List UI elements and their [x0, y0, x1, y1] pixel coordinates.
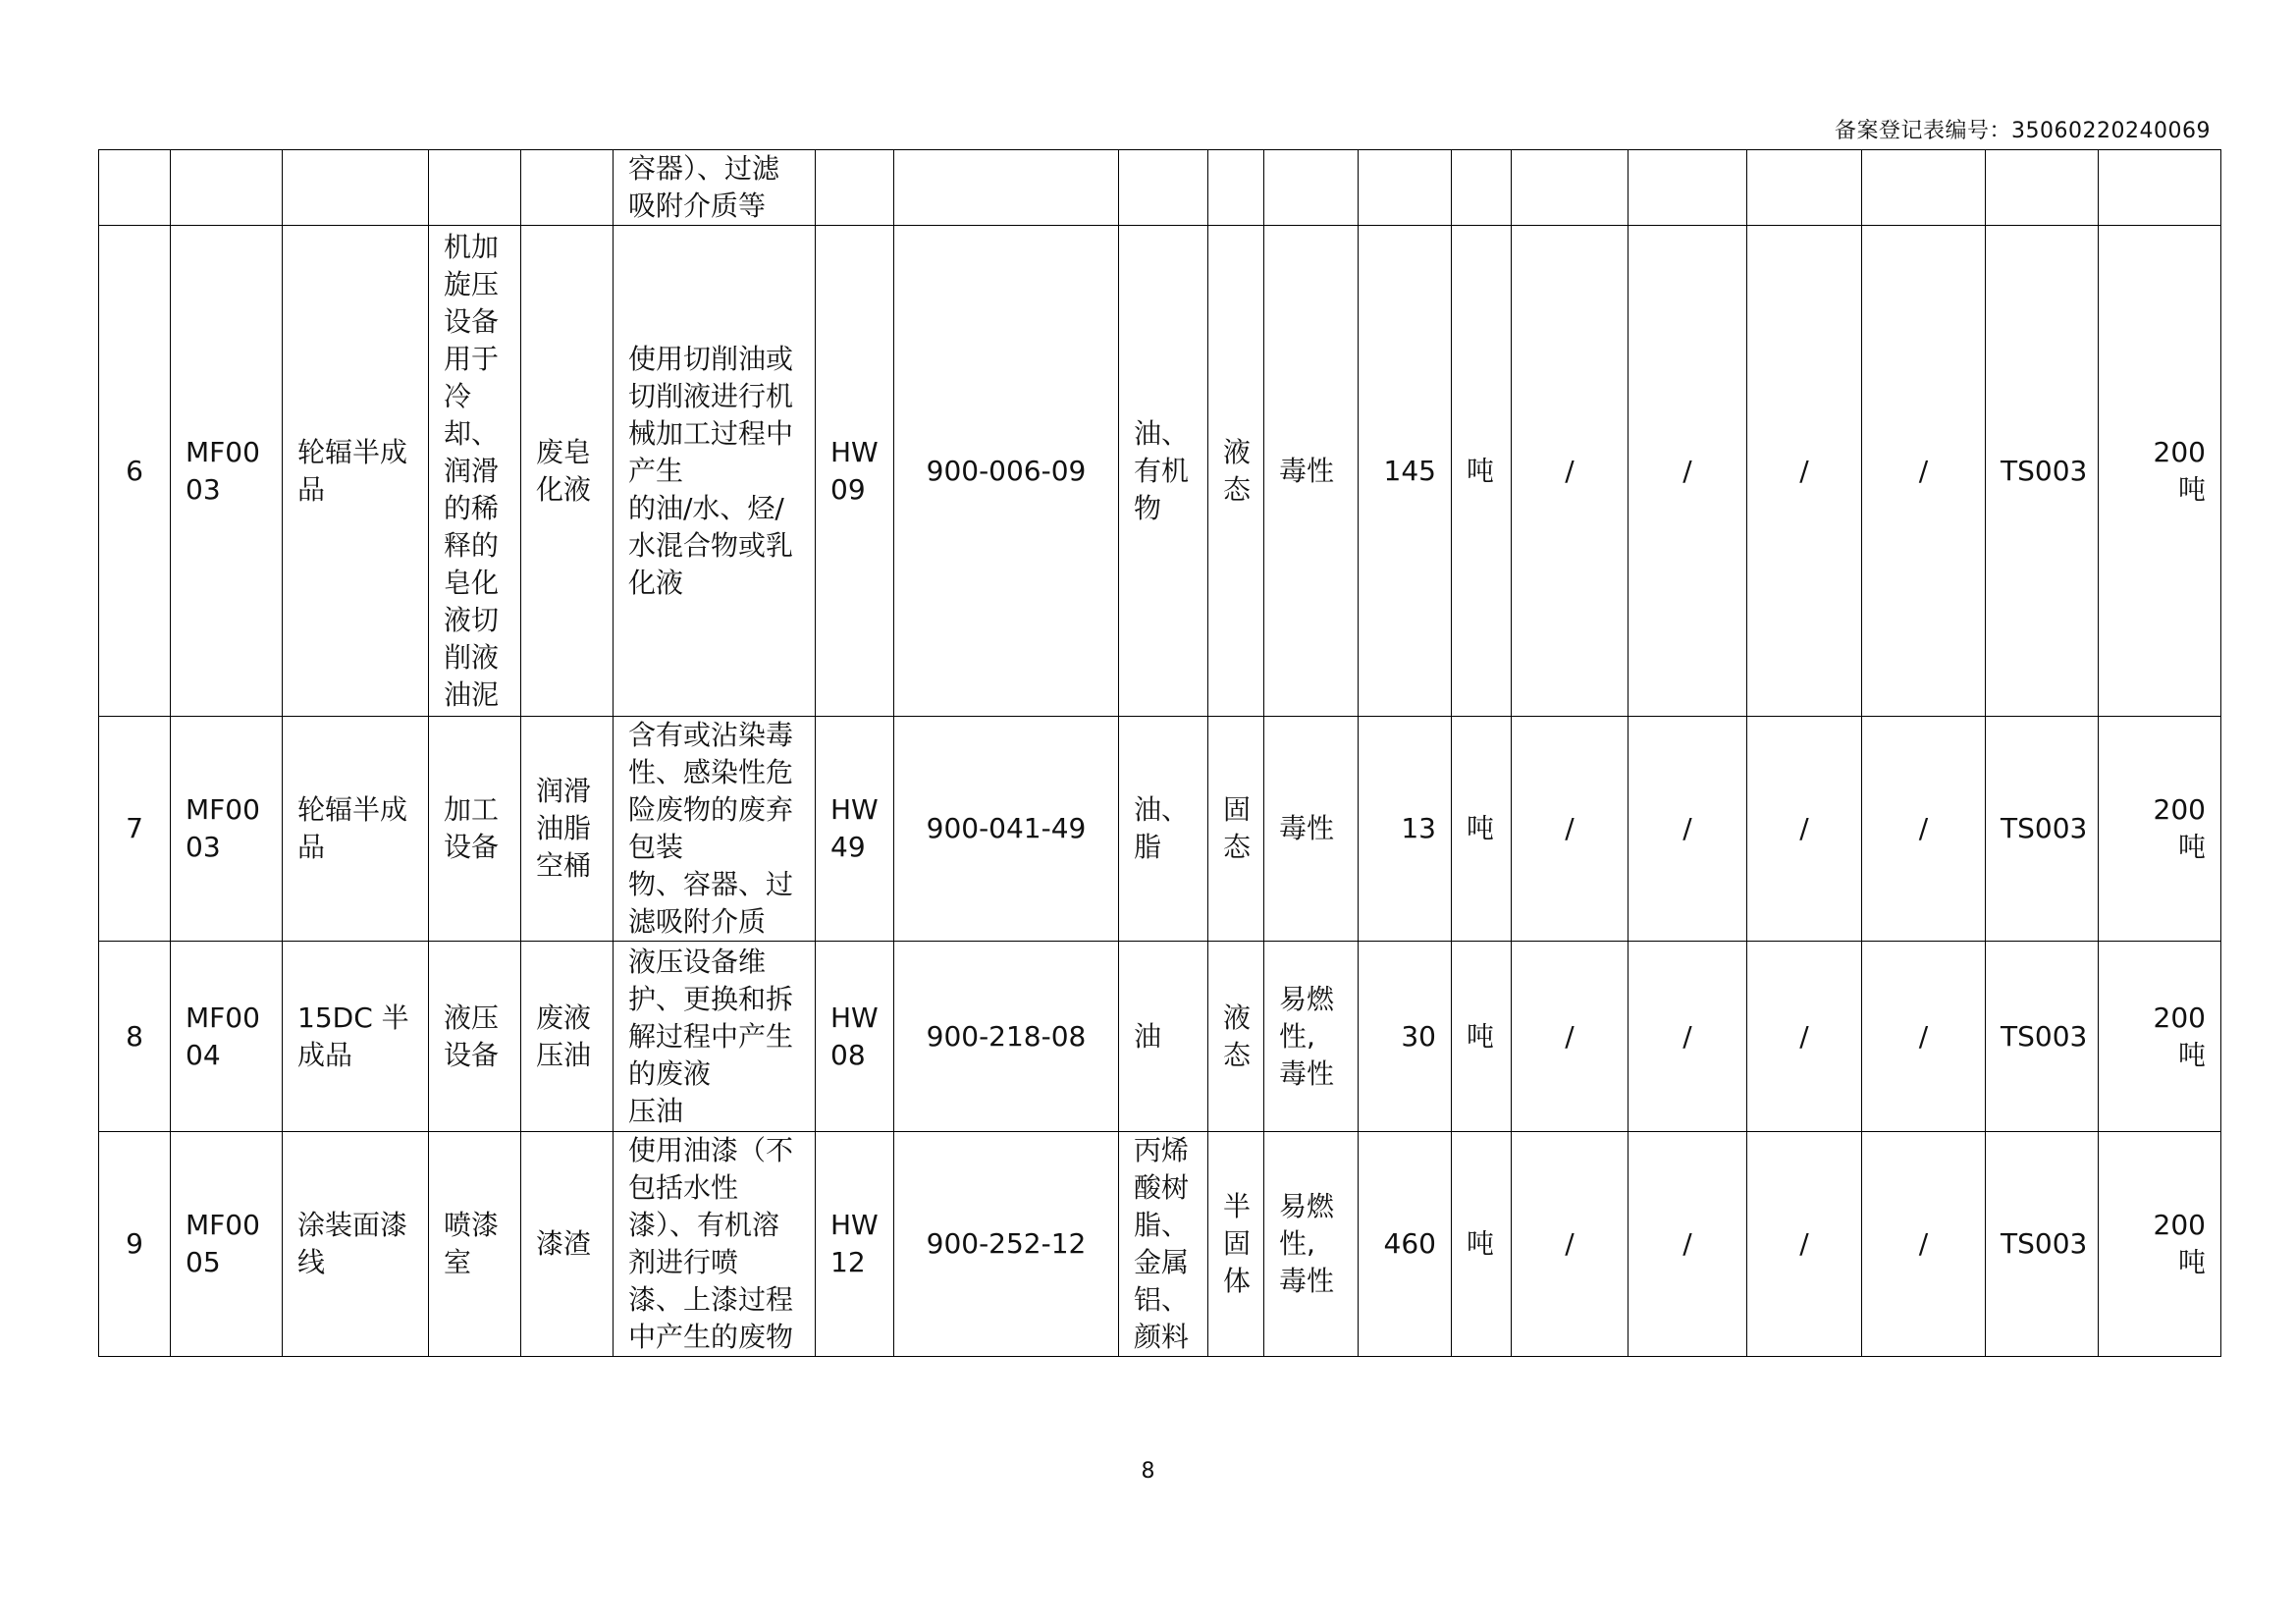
physical-form — [1208, 150, 1264, 226]
production-code: MF00 03 — [171, 717, 283, 942]
storage-facility: TS003 — [1986, 942, 2099, 1132]
waste-category: HW 08 — [816, 942, 894, 1132]
row-number: 7 — [99, 717, 171, 942]
amount-unit: 吨 — [1452, 942, 1512, 1132]
annual-amount: 13 — [1359, 717, 1452, 942]
hazardous-components: 油、 有机 物 — [1119, 226, 1208, 717]
storage-capacity: 200 吨 — [2099, 942, 2221, 1132]
column-slash-4: / — [1862, 942, 1986, 1132]
column-slash-2 — [1629, 150, 1747, 226]
column-slash-1: / — [1512, 717, 1629, 942]
waste-code — [894, 150, 1119, 226]
table-row — [99, 1132, 2221, 1357]
column-slash-2: / — [1629, 226, 1747, 717]
storage-capacity: 200 吨 — [2099, 1132, 2221, 1357]
waste-category: HW 12 — [816, 1132, 894, 1357]
physical-form: 液 态 — [1208, 226, 1264, 717]
hazardous-components — [1119, 150, 1208, 226]
column-slash-1 — [1512, 150, 1629, 226]
waste-name: 漆渣 — [521, 1132, 614, 1357]
table-row — [99, 226, 2221, 717]
hazard-property: 易燃 性, 毒性 — [1264, 1132, 1359, 1357]
hazardous-components: 油、 脂 — [1119, 717, 1208, 942]
waste-category: HW 49 — [816, 717, 894, 942]
page-number: 8 — [1141, 1459, 1155, 1484]
column-slash-1: / — [1512, 1132, 1629, 1357]
table-row — [99, 150, 2221, 226]
production-code: MF00 04 — [171, 942, 283, 1132]
product-name: 轮辐半成 品 — [283, 226, 429, 717]
column-slash-3: / — [1747, 1132, 1862, 1357]
waste-source: 液压设备维 护、更换和拆 解过程中产生 的废液 压油 — [614, 942, 816, 1132]
physical-form: 液 态 — [1208, 942, 1264, 1132]
amount-unit: 吨 — [1452, 226, 1512, 717]
product-name: 15DC 半 成品 — [283, 942, 429, 1132]
amount-unit: 吨 — [1452, 717, 1512, 942]
waste-code: 900-006-09 — [894, 226, 1119, 717]
waste-name — [521, 150, 614, 226]
physical-form: 半 固 体 — [1208, 1132, 1264, 1357]
waste-source: 使用油漆（不 包括水性 漆）、有机溶 剂进行喷 漆、上漆过程 中产生的废物 — [614, 1132, 816, 1357]
table-row — [99, 717, 2221, 942]
column-slash-3 — [1747, 150, 1862, 226]
column-slash-1: / — [1512, 226, 1629, 717]
column-slash-3: / — [1747, 942, 1862, 1132]
hazardous-components: 丙烯 酸树 脂、 金属 铝、 颜料 — [1119, 1132, 1208, 1357]
annual-amount: 145 — [1359, 226, 1452, 717]
annual-amount: 30 — [1359, 942, 1452, 1132]
storage-facility — [1986, 150, 2099, 226]
column-slash-4 — [1862, 150, 1986, 226]
storage-facility: TS003 — [1986, 717, 2099, 942]
product-name — [283, 150, 429, 226]
storage-facility: TS003 — [1986, 1132, 2099, 1357]
storage-capacity: 200 吨 — [2099, 717, 2221, 942]
column-slash-2: / — [1629, 717, 1747, 942]
column-slash-3: / — [1747, 717, 1862, 942]
hazardous-waste-table — [98, 149, 2221, 1357]
annual-amount — [1359, 150, 1452, 226]
amount-unit — [1452, 150, 1512, 226]
hazard-property: 毒性 — [1264, 226, 1359, 717]
production-code: MF00 03 — [171, 226, 283, 717]
waste-name: 废液 压油 — [521, 942, 614, 1132]
waste-name: 废皂 化液 — [521, 226, 614, 717]
annual-amount: 460 — [1359, 1132, 1452, 1357]
column-slash-4: / — [1862, 717, 1986, 942]
storage-capacity — [2099, 150, 2221, 226]
waste-source: 使用切削油或 切削液进行机 械加工过程中 产生 的油/水、烃/ 水混合物或乳 化液 — [614, 226, 816, 717]
column-slash-2: / — [1629, 1132, 1747, 1357]
row-number: 9 — [99, 1132, 171, 1357]
row-number: 8 — [99, 942, 171, 1132]
hazardous-components: 油 — [1119, 942, 1208, 1132]
row-number — [99, 150, 171, 226]
registration-code: 备案登记表编号：35060220240069 — [1835, 119, 2211, 143]
waste-source: 容器）、过滤 吸附介质等 — [614, 150, 816, 226]
product-name: 涂装面漆 线 — [283, 1132, 429, 1357]
column-slash-3: / — [1747, 226, 1862, 717]
equipment: 机加 旋压 设备 用于 冷 却、 润滑 的稀 释的 皂化 液切 削液 油泥 — [429, 226, 521, 717]
column-slash-2: / — [1629, 942, 1747, 1132]
waste-category: HW 09 — [816, 226, 894, 717]
equipment: 喷漆 室 — [429, 1132, 521, 1357]
storage-capacity: 200 吨 — [2099, 226, 2221, 717]
hazard-property: 易燃 性, 毒性 — [1264, 942, 1359, 1132]
hazard-property: 毒性 — [1264, 717, 1359, 942]
amount-unit: 吨 — [1452, 1132, 1512, 1357]
production-code — [171, 150, 283, 226]
table-row — [99, 942, 2221, 1132]
equipment: 加工 设备 — [429, 717, 521, 942]
production-code: MF00 05 — [171, 1132, 283, 1357]
storage-facility: TS003 — [1986, 226, 2099, 717]
row-number: 6 — [99, 226, 171, 717]
hazard-property — [1264, 150, 1359, 226]
equipment: 液压 设备 — [429, 942, 521, 1132]
column-slash-4: / — [1862, 226, 1986, 717]
waste-code: 900-252-12 — [894, 1132, 1119, 1357]
physical-form: 固 态 — [1208, 717, 1264, 942]
column-slash-4: / — [1862, 1132, 1986, 1357]
waste-code: 900-041-49 — [894, 717, 1119, 942]
waste-code: 900-218-08 — [894, 942, 1119, 1132]
product-name: 轮辐半成 品 — [283, 717, 429, 942]
waste-name: 润滑 油脂 空桶 — [521, 717, 614, 942]
waste-category — [816, 150, 894, 226]
equipment — [429, 150, 521, 226]
column-slash-1: / — [1512, 942, 1629, 1132]
waste-source: 含有或沾染毒 性、感染性危 险废物的废弃 包装 物、容器、过 滤吸附介质 — [614, 717, 816, 942]
